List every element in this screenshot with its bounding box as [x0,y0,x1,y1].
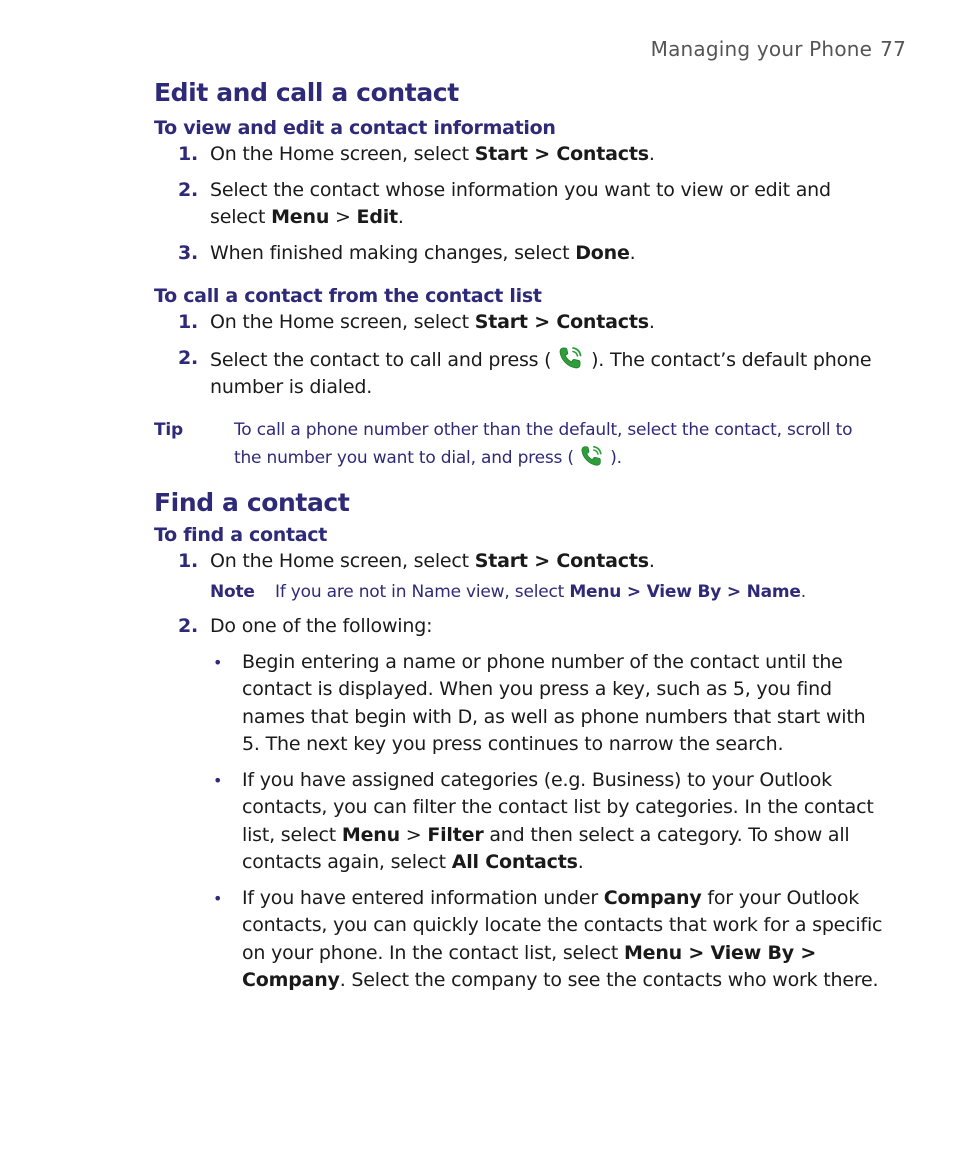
step-text: . [648,143,655,165]
bullet-bold-text: All Contacts [451,851,578,873]
bullet-dot: • [213,652,223,672]
step-text: On the Home screen, select [210,549,475,572]
step-text: When finished making changes, select [210,241,576,264]
bullet-dot: • [213,888,223,908]
step-number: 2. [178,346,199,369]
step-text: Select the contact whose information you want to view or edit and select [210,178,831,228]
call-contact-heading: To call a contact from the contact list [154,285,542,307]
step-number: 1. [178,311,199,333]
step-bold-text: Done [575,241,630,264]
bullet-text: If you have entered information under [242,886,604,909]
page-content [154,76,884,995]
step-text: On the Home screen, select [210,311,475,333]
step-bold-text: Start > Contacts [474,549,649,572]
step-bold-text: Edit [356,206,398,228]
bullet-bold-text: Filter [427,823,484,846]
green-phone-icon [557,345,585,371]
bullet-bold-text: Menu [341,823,400,846]
tip-text: ). [610,447,622,468]
step-text: . [648,549,655,572]
step-text: . [629,241,636,264]
step-text: . [648,311,655,333]
tip-label: Tip [154,419,183,440]
header-section-title: Managing your Phone [650,37,873,61]
step-text: Do one of the following: [210,615,433,637]
bullet-bold-text: Menu > View By > Company [242,941,817,991]
green-phone-icon [579,444,605,468]
step-bold-text: Start > Contacts [474,311,649,333]
page-number: 77 [880,37,906,61]
bullet-bold-text: Company [603,886,702,909]
list-item [154,885,884,995]
step-number: 2. [178,615,199,637]
step-number: 1. [178,549,199,572]
note-text: . [800,582,806,602]
view-edit-step-1 [154,141,884,169]
view-edit-heading: To view and edit a contact information [154,117,556,139]
step-text: > [329,206,357,228]
step-bold-text: Menu [271,206,330,228]
note-box [154,579,884,605]
find-step-2 [154,613,884,641]
call-step-1 [154,309,884,337]
find-section-title: Find a contact [154,487,350,517]
running-header [651,37,906,61]
bullet-text: If you have assigned categories (e.g. Business) to your Outlook contacts, you can filter the contact list by categories. In the contact list, select [242,768,874,846]
call-step-2 [154,345,884,402]
list-item [154,649,884,759]
step-number: 3. [178,241,199,264]
tip-box [154,416,884,472]
view-edit-step-3 [154,240,884,268]
bullet-text: . Select the company to see the contacts who work there. [339,969,879,991]
step-text: On the Home screen, select [210,143,475,165]
list-item [154,767,884,877]
step-bold-text: Start > Contacts [474,143,649,165]
bullet-dot: • [213,770,223,790]
bullet-text: > [399,823,428,846]
edit-call-section-title: Edit and call a contact [154,78,459,107]
step-number: 2. [178,178,199,201]
bullet-text: . [577,851,584,873]
note-label: Note [210,582,255,602]
find-contact-heading: To find a contact [154,523,328,546]
view-edit-step-2 [154,177,884,232]
bullet-text: and then select a category. To show all contacts again, select [242,823,850,873]
tip-text: To call a phone number other than the default, select the contact, scroll to the number you want to dial, and press ( [234,419,853,468]
step-text: Select the contact to call and press ( [210,348,552,371]
step-text: ). The contact’s default phone number is dialed. [210,348,872,398]
note-bold-text: Menu > View By > Name [569,582,801,602]
bullet-text: for your Outlook contacts, you can quickly locate the contacts that work for a specific on your phone. In the contact list, select [242,886,883,964]
note-text: If you are not in Name view, select [275,582,570,602]
step-text: . [397,206,404,228]
bullet-text: Begin entering a name or phone number of the contact until the contact is displayed. When you press a key, such as 5, you find names that begin with D, as well as phone numbers that start with 5. The next key you press continues to narrow the search. [242,650,866,755]
find-step-1 [154,548,884,576]
step-number: 1. [178,143,199,165]
